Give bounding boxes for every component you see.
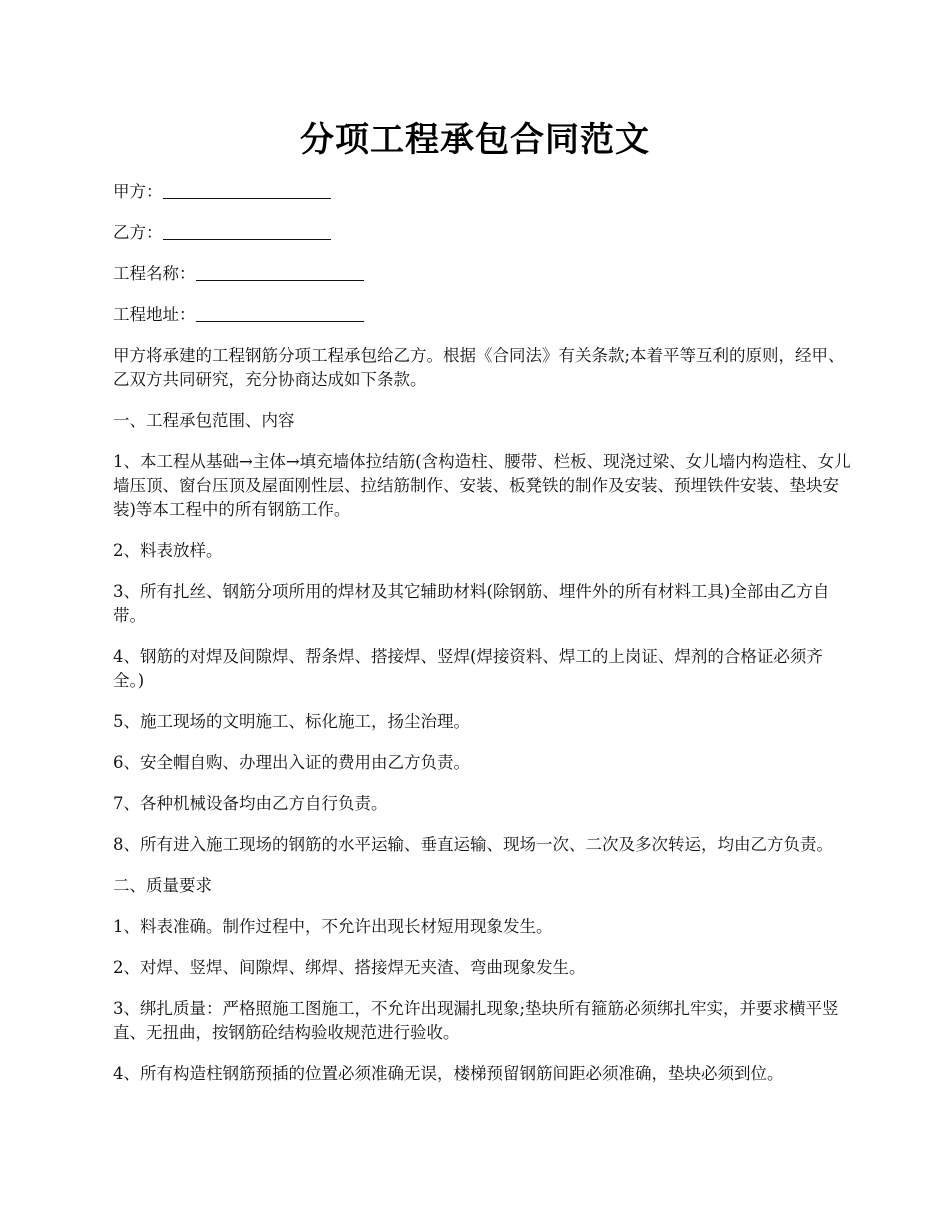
clause-paragraph: 1、本工程从基础→主体→填充墙体拉结筋(含构造柱、腰带、栏板、现浇过梁、女儿墙内构造柱、女儿墙压顶、窗台压顶及屋面刚性层、拉结筋制作、安装、板凳铁的制作及安装、预埋铁件安装、垫块安装)等本工程中的所有钢筋工作。 [113, 452, 851, 519]
clause-paragraph: 6、安全帽自购、办理出入证的费用由乙方负责。 [113, 753, 470, 772]
section-heading: 二、质量要求 [113, 876, 212, 895]
party-b-field [113, 221, 853, 245]
blank-line [196, 305, 364, 322]
field-label: 工程地址： [113, 305, 196, 324]
field-label: 乙方： [113, 223, 163, 242]
intro-paragraph: 甲方将承建的工程钢筋分项工程承包给乙方。根据《合同法》有关条款;本着平等互利的原则，经甲、乙双方共同研究，充分协商达成如下条款。 [113, 346, 845, 389]
project-name-field [113, 262, 853, 286]
clause-paragraph: 8、所有进入施工现场的钢筋的水平运输、垂直运输、现场一次、二次及多次转运，均由乙方负责。 [113, 835, 833, 854]
clause-paragraph: 5、施工现场的文明施工、标化施工，扬尘治理。 [113, 712, 470, 731]
field-label: 甲方： [113, 182, 163, 201]
document-title: 分项工程承包合同范文 [300, 120, 650, 160]
blank-line [163, 223, 331, 240]
blank-line [163, 182, 331, 199]
field-label: 工程名称： [113, 264, 196, 283]
clause-paragraph: 1、料表准确。制作过程中，不允许出现长材短用现象发生。 [113, 917, 553, 936]
project-address-field [113, 303, 853, 327]
clause-paragraph: 3、所有扎丝、钢筋分项所用的焊材及其它辅助材料(除钢筋、埋件外的所有材料工具)全部由乙方自带。 [113, 582, 830, 625]
clause-paragraph: 3、绑扎质量：严格照施工图施工，不允许出现漏扎现象;垫块所有箍筋必须绑扎牢实，并要求横平竖直、无扭曲，按钢筋砼结构验收规范进行验收。 [113, 999, 839, 1042]
clause-paragraph: 2、对焊、竖焊、间隙焊、绑焊、搭接焊无夹渣、弯曲现象发生。 [113, 958, 586, 977]
party-a-field [113, 180, 853, 204]
document-body [113, 180, 853, 1103]
clause-paragraph: 4、钢筋的对焊及间隙焊、帮条焊、搭接焊、竖焊(焊接资料、焊工的上岗证、焊剂的合格证必须齐全。) [113, 647, 823, 690]
blank-line [196, 264, 364, 281]
section-heading: 一、工程承包范围、内容 [113, 411, 295, 430]
clause-paragraph: 7、各种机械设备均由乙方自行负责。 [113, 794, 388, 813]
clause-paragraph: 4、所有构造柱钢筋预插的位置必须准确无误，楼梯预留钢筋间距必须准确，垫块必须到位。 [113, 1064, 784, 1083]
clause-paragraph: 2、料表放样。 [113, 541, 223, 560]
